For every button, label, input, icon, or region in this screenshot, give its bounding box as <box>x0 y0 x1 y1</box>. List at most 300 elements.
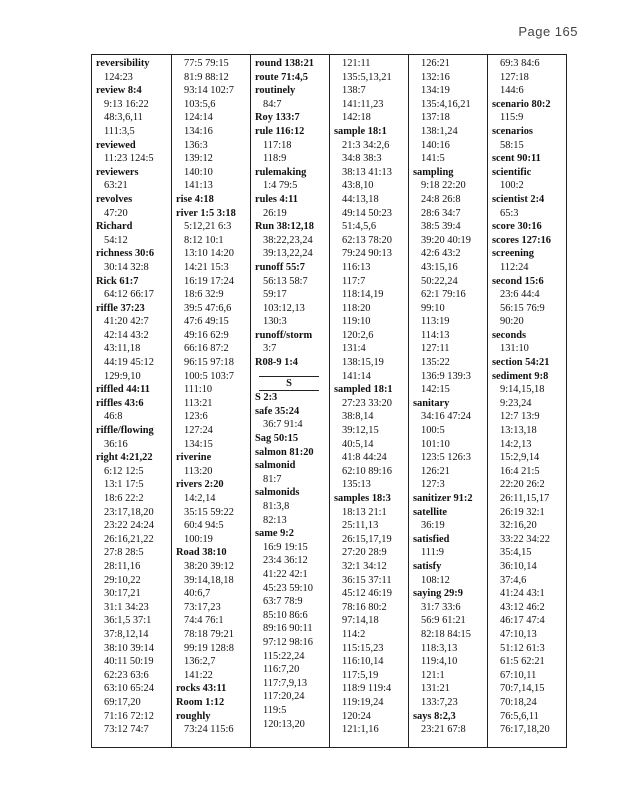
index-reference: 43:12 46:2 <box>500 601 545 613</box>
index-reference: 65:3 <box>500 207 519 219</box>
index-term: Room 1:12 <box>176 696 225 708</box>
index-reference: 28:11,16 <box>104 560 141 572</box>
index-term: section 54:21 <box>492 357 550 369</box>
index-reference: 118:3,13 <box>421 642 458 654</box>
index-reference: 141:5 <box>421 153 445 165</box>
index-reference: 134:19 <box>421 85 450 97</box>
index-reference: 103:5,6 <box>184 98 216 110</box>
index-reference: 42:6 43:2 <box>421 248 461 260</box>
index-reference: 9:23,24 <box>500 397 532 409</box>
index-reference: 97:12 98:16 <box>263 636 313 648</box>
index-reference: 38:8,14 <box>342 411 374 423</box>
index-reference: 14:2,13 <box>500 438 532 450</box>
index-reference: 9:18 22:20 <box>421 180 466 192</box>
index-reference: 93:14 102:7 <box>184 85 234 97</box>
index-reference: 96:15 97:18 <box>184 357 234 369</box>
index-reference: 138:1,24 <box>421 125 458 137</box>
index-reference: 12:7 13:9 <box>500 411 540 423</box>
index-reference: 113:21 <box>184 397 213 409</box>
index-reference: 123:5 126:3 <box>421 452 471 464</box>
index-reference: 38:22,23,24 <box>263 234 313 246</box>
index-reference: 26:16,21,22 <box>104 533 154 545</box>
index-reference: 136:3 <box>184 139 208 151</box>
index-reference: 38:5 39:4 <box>421 221 461 233</box>
index-reference: 69:3 84:6 <box>500 58 540 69</box>
index-term: Richard <box>96 221 133 233</box>
index-reference: 135:5,13,21 <box>342 71 392 83</box>
index-reference: 78:18 79:21 <box>184 628 234 640</box>
index-reference: 6:12 12:5 <box>104 465 144 477</box>
index-term: Rick 61:7 <box>96 275 139 287</box>
index-reference: 39:5 47:6,6 <box>184 302 232 314</box>
index-reference: 141:22 <box>184 669 213 681</box>
index-column-1 <box>92 55 171 747</box>
index-reference: 115:22,24 <box>263 650 305 662</box>
index-reference: 137:18 <box>421 112 450 124</box>
index-term: runoff/storm <box>255 329 313 341</box>
index-reference: 23:6 44:4 <box>500 289 540 301</box>
index-reference: 54:12 <box>104 234 128 246</box>
index-reference: 41:22 42:1 <box>263 568 308 580</box>
index-reference: 134:15 <box>184 438 213 450</box>
index-reference: 126:21 <box>421 58 450 69</box>
index-reference: 27:23 33:20 <box>342 397 392 409</box>
index-reference: 85:10 86:6 <box>263 609 308 621</box>
index-reference: 99:10 <box>421 302 445 314</box>
index-reference: 14:21 15:3 <box>184 261 229 273</box>
index-reference: 139:12 <box>184 153 213 165</box>
index-reference: 51:4,5,6 <box>342 221 377 233</box>
index-reference: 62:10 89:16 <box>342 465 392 477</box>
index-reference: 116:13 <box>342 261 371 273</box>
index-reference: 39:14,18,18 <box>184 574 234 586</box>
index-term: scenario 80:2 <box>492 98 551 110</box>
index-reference: 76:5,6,11 <box>500 710 539 722</box>
index-reference: 140:16 <box>421 139 450 151</box>
index-reference: 64:12 66:17 <box>104 289 154 301</box>
index-reference: 117:5,19 <box>342 669 379 681</box>
index-reference: 23:17,18,20 <box>104 506 154 518</box>
index-reference: 36:7 91:4 <box>263 419 303 431</box>
index-reference: 113:20 <box>184 465 213 477</box>
index-term: sample 18:1 <box>334 125 387 137</box>
index-term: roughly <box>176 710 211 722</box>
index-reference: 21:3 34:2,6 <box>342 139 390 151</box>
index-term: rulemaking <box>255 166 307 178</box>
index-term: Road 38:10 <box>176 547 227 559</box>
index-reference: 117:18 <box>263 139 292 151</box>
index-reference: 56:15 76:9 <box>500 302 545 314</box>
index-term: score 30:16 <box>492 221 542 233</box>
index-reference: 9:14,15,18 <box>500 384 545 396</box>
index-reference: 51:12 61:3 <box>500 642 545 654</box>
index-reference: 36:10,14 <box>500 560 537 572</box>
index-reference: 39:20 40:19 <box>421 234 471 246</box>
index-reference: 25:11,13 <box>342 520 379 532</box>
index-column-6 <box>487 55 566 747</box>
section-divider <box>259 370 319 377</box>
index-term: scientific <box>492 166 532 178</box>
index-reference: 108:12 <box>421 574 450 586</box>
index-reference: 132:16 <box>421 71 450 83</box>
index-reference: 135:13 <box>342 479 371 491</box>
index-reference: 30:14 32:8 <box>104 261 149 273</box>
index-reference: 118:14,19 <box>342 289 384 301</box>
index-term: sanitizer 91:2 <box>413 493 473 504</box>
index-reference: 111:10 <box>184 384 213 396</box>
index-column-2 <box>171 55 250 747</box>
index-reference: 112:24 <box>500 261 529 273</box>
index-term: riffle/flowing <box>96 425 154 437</box>
index-reference: 63:7 78:9 <box>263 596 303 608</box>
index-reference: 101:10 <box>421 438 450 450</box>
index-reference: 140:10 <box>184 166 213 178</box>
index-reference: 114:2 <box>342 628 366 640</box>
index-reference: 141:13 <box>184 180 213 192</box>
index-reference: 119:4,10 <box>421 656 458 668</box>
index-reference: 144:6 <box>500 85 524 97</box>
index-reference: 111:3,5 <box>104 125 135 137</box>
index-reference: 13:1 17:5 <box>104 479 144 491</box>
index-reference: 70:7,14,15 <box>500 683 545 695</box>
index-reference: 117:7,9,13 <box>263 677 308 689</box>
index-reference: 129:9,10 <box>104 370 141 382</box>
index-reference: 115:15,23 <box>342 642 384 654</box>
index-reference: 131:10 <box>500 343 529 355</box>
index-reference: 36:1,5 37:1 <box>104 615 152 627</box>
index-term: saying 29:9 <box>413 588 463 600</box>
index-column-3 <box>250 55 329 747</box>
index-reference: 116:7,20 <box>263 664 300 676</box>
index-term: seconds <box>492 329 527 341</box>
index-reference: 115:9 <box>500 112 524 124</box>
index-reference: 121:1,16 <box>342 724 379 736</box>
index-reference: 118:9 119:4 <box>342 683 392 695</box>
index-reference: 60:4 94:5 <box>184 520 224 532</box>
index-reference: 48:3,6,11 <box>104 112 143 124</box>
index-reference: 34:16 47:24 <box>421 411 471 423</box>
index-reference: 32:16,20 <box>500 520 537 532</box>
index-term: round 138:21 <box>255 58 314 69</box>
index-reference: 18:6 32:9 <box>184 289 224 301</box>
index-reference: 3:7 <box>263 343 277 355</box>
index-term: riffle 37:23 <box>96 302 145 314</box>
index-reference: 81:3,8 <box>263 501 290 512</box>
index-reference: 120:13,20 <box>263 718 305 730</box>
index-term: reversibility <box>96 58 150 69</box>
index-reference: 81:7 <box>263 473 282 485</box>
index-term: sampled 18:1 <box>334 384 393 396</box>
index-reference: 13:10 14:20 <box>184 248 234 260</box>
index-reference: 78:16 80:2 <box>342 601 387 613</box>
index-reference: 69:17,20 <box>104 696 141 708</box>
index-reference: 62:13 78:20 <box>342 234 392 246</box>
index-reference: 15:2,9,14 <box>500 452 540 464</box>
index-reference: 49:14 50:23 <box>342 207 392 219</box>
index-reference: 16:9 19:15 <box>263 541 308 553</box>
index-reference: 61:5 62:21 <box>500 656 545 668</box>
index-term: sediment 9:8 <box>492 370 549 382</box>
index-term: revolves <box>96 193 133 205</box>
index-reference: 62:23 63:6 <box>104 669 149 681</box>
index-term: rocks 43:11 <box>176 683 227 695</box>
index-reference: 23:4 36:12 <box>263 555 308 567</box>
index-reference: 26:11,15,17 <box>500 493 550 504</box>
index-reference: 70:18,24 <box>500 696 537 708</box>
index-reference: 118:20 <box>342 302 371 314</box>
index-term: scenarios <box>492 125 533 137</box>
index-reference: 29:10,22 <box>104 574 141 586</box>
index-term: salmon 81:20 <box>255 446 314 458</box>
index-reference: 119:10 <box>342 316 371 328</box>
index-reference: 71:16 72:12 <box>104 710 154 722</box>
index-term: rivers 2:20 <box>176 479 224 491</box>
index-reference: 142:18 <box>342 112 371 124</box>
index-reference: 136:2,7 <box>184 656 216 668</box>
index-reference: 23:22 24:24 <box>104 520 154 532</box>
index-reference: 41:24 43:1 <box>500 588 545 600</box>
index-reference: 97:14,18 <box>342 615 379 627</box>
index-reference: 59:17 <box>263 289 287 301</box>
index-term: review 8:4 <box>96 85 142 97</box>
index-reference: 63:21 <box>104 180 128 192</box>
index-reference: 37:4,6 <box>500 574 527 586</box>
index-reference: 38:10 39:14 <box>104 642 154 654</box>
index-term: sampling <box>413 166 454 178</box>
index-reference: 58:15 <box>500 139 524 151</box>
index-term: same 9:2 <box>255 528 294 540</box>
index-reference: 9:13 16:22 <box>104 98 149 110</box>
index-reference: 16:19 17:24 <box>184 275 234 287</box>
index-reference: 14:2,14 <box>184 493 216 504</box>
index-reference: 79:24 90:13 <box>342 248 392 260</box>
index-term: sanitary <box>413 397 450 409</box>
index-reference: 121:1 <box>421 669 445 681</box>
index-reference: 142:15 <box>421 384 450 396</box>
index-reference: 35:4,15 <box>500 547 532 559</box>
index-reference: 40:11 50:19 <box>104 656 154 668</box>
index-reference: 62:1 79:16 <box>421 289 466 301</box>
index-reference: 131:4 <box>342 343 366 355</box>
index-reference: 67:10,11 <box>500 669 537 681</box>
index-reference: 127:24 <box>184 425 213 437</box>
index-reference: 120:24 <box>342 710 371 722</box>
index-reference: 46:17 47:4 <box>500 615 545 627</box>
index-term: scent 90:11 <box>492 153 541 165</box>
index-reference: 73:24 115:6 <box>184 724 234 736</box>
index-reference: 31:1 34:23 <box>104 601 149 613</box>
index-reference: 44:19 45:12 <box>104 357 154 369</box>
index-term: S 2:3 <box>255 392 278 404</box>
index-term: Run 38:12,18 <box>255 221 314 233</box>
index-reference: 124:14 <box>184 112 213 124</box>
index-term: riffles 43:6 <box>96 397 144 409</box>
index-reference: 117:20,24 <box>263 691 305 703</box>
index-reference: 119:5 <box>263 704 287 716</box>
index-reference: 134:16 <box>184 125 213 137</box>
index-reference: 131:21 <box>421 683 450 695</box>
index-reference: 136:9 139:3 <box>421 370 471 382</box>
index-reference: 76:17,18,20 <box>500 724 550 736</box>
index-reference: 121:11 <box>342 58 371 69</box>
index-reference: 82:13 <box>263 514 287 526</box>
index-term: R08-9 1:4 <box>255 357 298 369</box>
index-reference: 116:10,14 <box>342 656 384 668</box>
index-reference: 141:11,23 <box>342 98 384 110</box>
index-reference: 73:12 74:7 <box>104 724 149 736</box>
index-reference: 16:4 21:5 <box>500 465 540 477</box>
index-term: rise 4:18 <box>176 193 214 205</box>
index-reference: 45:23 59:10 <box>263 582 313 594</box>
index-reference: 33:22 34:22 <box>500 533 550 545</box>
index-reference: 22:20 26:2 <box>500 479 545 491</box>
index-reference: 49:16 62:9 <box>184 329 229 341</box>
index-reference: 118:9 <box>263 153 287 165</box>
index-reference: 5:12,21 6:3 <box>184 221 232 233</box>
index-term: Roy 133:7 <box>255 112 300 124</box>
index-reference: 56:9 61:21 <box>421 615 466 627</box>
index-term: safe 35:24 <box>255 405 300 417</box>
index-reference: 119:19,24 <box>342 696 384 708</box>
index-term: scores 127:16 <box>492 234 551 246</box>
index-reference: 89:16 90:11 <box>263 623 313 635</box>
index-term: satisfy <box>413 560 442 572</box>
index-reference: 47:6 49:15 <box>184 316 229 328</box>
index-term: richness 30:6 <box>96 248 155 260</box>
index-reference: 111:9 <box>421 547 444 559</box>
index-reference: 45:12 46:19 <box>342 588 392 600</box>
index-reference: 47:10,13 <box>500 628 537 640</box>
index-reference: 124:23 <box>104 71 133 83</box>
index-reference: 8:12 10:1 <box>184 234 224 246</box>
index-reference: 90:20 <box>500 316 524 328</box>
index-term: riverine <box>176 452 212 464</box>
index-term: salmonids <box>255 487 300 499</box>
index-reference: 82:18 84:15 <box>421 628 471 640</box>
index-reference: 84:7 <box>263 98 282 110</box>
index-reference: 26:19 <box>263 207 287 219</box>
index-reference: 36:16 <box>104 438 128 450</box>
index-reference: 74:4 76:1 <box>184 615 224 627</box>
index-reference: 23:21 67:8 <box>421 724 466 736</box>
index-reference: 56:13 58:7 <box>263 275 308 287</box>
index-reference: 35:15 59:22 <box>184 506 234 518</box>
index-reference: 100:2 <box>500 180 524 192</box>
index-reference: 27:8 28:5 <box>104 547 144 559</box>
index-term: satisfied <box>413 533 450 545</box>
index-reference: 66:16 87:2 <box>184 343 229 355</box>
index-reference: 26:19 32:1 <box>500 506 545 518</box>
section-letter: S <box>259 377 319 392</box>
index-reference: 32:1 34:12 <box>342 560 387 572</box>
index-reference: 41:20 42:7 <box>104 316 149 328</box>
index-reference: 42:14 43:2 <box>104 329 149 341</box>
index-reference: 31:7 33:6 <box>421 601 461 613</box>
index-term: routinely <box>255 85 296 97</box>
index-term: river 1:5 3:18 <box>176 207 236 219</box>
index-reference: 50:22,24 <box>421 275 458 287</box>
index-reference: 123:6 <box>184 411 208 423</box>
index-term: runoff 55:7 <box>255 261 305 273</box>
index-table <box>91 54 567 748</box>
index-term: rule 116:12 <box>255 125 305 137</box>
index-reference: 127:18 <box>500 71 529 83</box>
index-reference: 133:7,23 <box>421 696 458 708</box>
index-reference: 40:6,7 <box>184 588 211 600</box>
index-reference: 73:17,23 <box>184 601 221 613</box>
index-reference: 81:9 88:12 <box>184 71 229 83</box>
index-reference: 43:8,10 <box>342 180 374 192</box>
index-term: screening <box>492 248 534 260</box>
index-reference: 39:13,22,24 <box>263 248 313 260</box>
index-reference: 30:17,21 <box>104 588 141 600</box>
index-reference: 36:19 <box>421 520 445 532</box>
index-reference: 100:19 <box>184 533 213 545</box>
index-reference: 36:15 37:11 <box>342 574 392 586</box>
index-reference: 138:15,19 <box>342 357 384 369</box>
index-reference: 63:10 65:24 <box>104 683 154 695</box>
index-reference: 37:8,12,14 <box>104 628 149 640</box>
index-reference: 100:5 103:7 <box>184 370 234 382</box>
index-reference: 103:12,13 <box>263 302 305 314</box>
index-reference: 41:8 44:24 <box>342 452 387 464</box>
index-term: route 71:4,5 <box>255 71 308 83</box>
index-reference: 24:8 26:8 <box>421 193 461 205</box>
index-term: riffled 44:11 <box>96 384 150 396</box>
index-reference: 18:13 21:1 <box>342 506 387 518</box>
index-reference: 11:23 124:5 <box>104 153 154 165</box>
index-reference: 34:8 38:3 <box>342 153 382 165</box>
index-reference: 127:11 <box>421 343 450 355</box>
index-reference: 38:13 41:13 <box>342 166 392 178</box>
index-reference: 141:14 <box>342 370 371 382</box>
index-reference: 114:13 <box>421 329 450 341</box>
index-term: Sag 50:15 <box>255 433 299 445</box>
index-term: rules 4:11 <box>255 193 299 205</box>
index-term: reviewers <box>96 166 139 178</box>
index-term: reviewed <box>96 139 136 151</box>
index-reference: 28:6 34:7 <box>421 207 461 219</box>
index-reference: 13:13,18 <box>500 425 537 437</box>
index-reference: 46:8 <box>104 411 123 423</box>
index-reference: 77:5 79:15 <box>184 58 229 69</box>
index-reference: 39:12,15 <box>342 425 379 437</box>
index-reference: 135:22 <box>421 357 450 369</box>
index-reference: 43:15,16 <box>421 261 458 273</box>
index-term: satellite <box>413 506 448 518</box>
index-reference: 44:13,18 <box>342 193 379 205</box>
index-term: salmonid <box>255 460 296 472</box>
index-reference: 100:5 <box>421 425 445 437</box>
index-reference: 27:20 28:9 <box>342 547 387 559</box>
index-reference: 113:19 <box>421 316 450 328</box>
index-column-4 <box>329 55 408 747</box>
index-reference: 18:6 22:2 <box>104 493 144 504</box>
index-term: second 15:6 <box>492 275 544 287</box>
index-reference: 135:4,16,21 <box>421 98 471 110</box>
index-reference: 126:21 <box>421 465 450 477</box>
index-reference: 120:2,6 <box>342 329 374 341</box>
index-reference: 127:3 <box>421 479 445 491</box>
index-reference: 47:20 <box>104 207 128 219</box>
index-term: samples 18:3 <box>334 493 391 504</box>
index-reference: 43:11,18 <box>104 343 141 355</box>
index-term: says 8:2,3 <box>413 710 456 722</box>
index-reference: 138:7 <box>342 85 366 97</box>
index-reference: 40:5,14 <box>342 438 374 450</box>
index-reference: 1:4 79:5 <box>263 180 298 192</box>
index-term: right 4:21,22 <box>96 452 153 464</box>
